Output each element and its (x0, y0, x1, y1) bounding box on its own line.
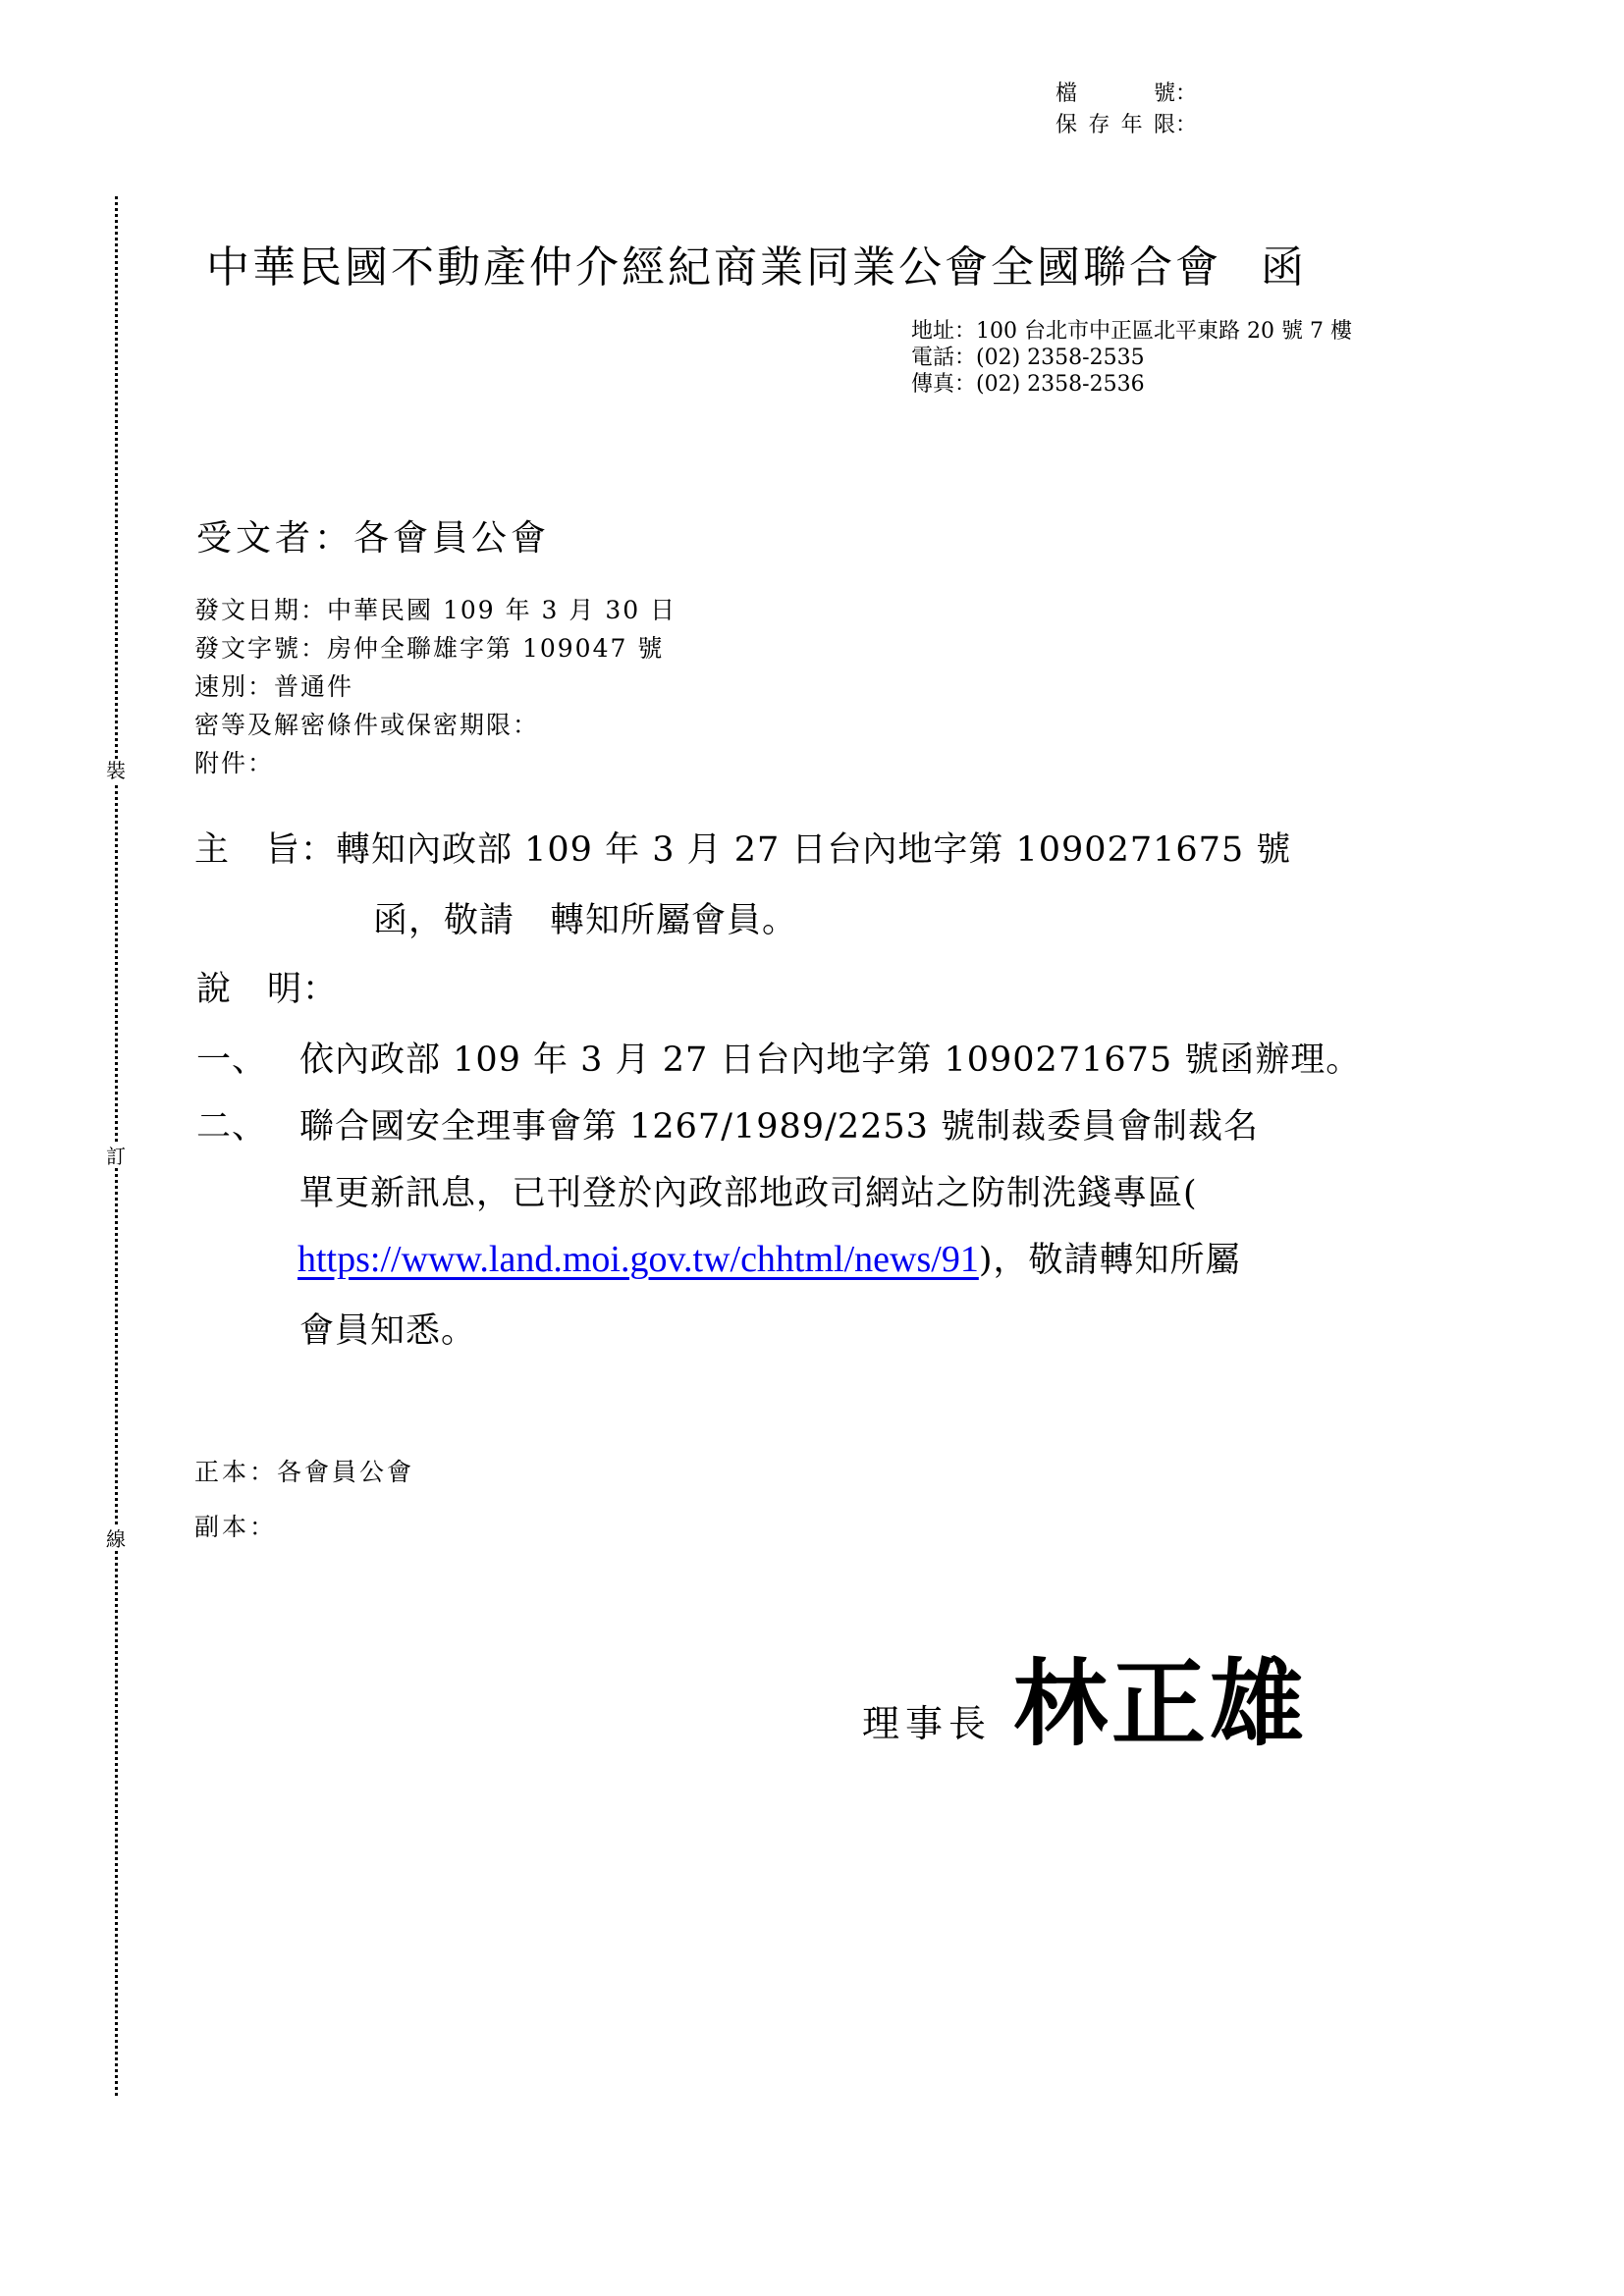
document-type: 函 (1261, 242, 1307, 293)
item-text: )，敬請轉知所屬 (978, 1241, 1241, 1280)
subject-label: 主 旨： (194, 830, 337, 870)
explanation-item-2-line-3 (298, 1233, 1240, 1282)
document-number: 發文字號：房仲全聯雄字第 109047 號 (194, 634, 665, 663)
file-number-label: 檔號 (1056, 81, 1175, 106)
fax: 傳真：(02) 2358-2536 (911, 372, 1145, 397)
contact-block (911, 318, 1352, 398)
explanation-item-2-line-2: 單更新訊息，已刊登於內政部地政司網站之防制洗錢專區( (299, 1174, 1198, 1213)
explanation-item-1 (196, 1033, 1361, 1082)
item-number: 一、 (196, 1041, 268, 1080)
document-meta (194, 591, 677, 782)
file-number-row: 檔號 ： (1056, 79, 1197, 110)
organization-name: 中華民國不動產仲介經紀商業同業公會全國聯合會 (206, 242, 1221, 293)
classification: 密等及解密條件或保密期限： (194, 711, 540, 739)
signature-block (862, 1629, 1308, 1764)
moi-aml-link[interactable]: https://www.land.moi.gov.tw/chhtml/news/91 (298, 1239, 979, 1280)
attachment: 附件： (194, 749, 275, 777)
retention-label: 保存年限 (1056, 113, 1175, 137)
address: 地址：100 台北市中正區北平東路 20 號 7 樓 (911, 319, 1352, 344)
original-recipients: 正本：各會員公會 (194, 1458, 415, 1486)
file-info (1056, 79, 1197, 141)
explanation-item-2-line-1 (196, 1099, 1259, 1148)
binding-label-zhuang: 裝 (102, 759, 130, 782)
binding-label-ding: 訂 (102, 1145, 130, 1168)
recipient-label: 受文者： (196, 518, 354, 559)
item-number: 二、 (196, 1107, 268, 1147)
delivery-speed: 速別：普通件 (194, 672, 354, 701)
explanation-label: 說 明： (196, 970, 339, 1009)
retention-row: 保存年限 ： (1056, 110, 1197, 141)
recipient-line (196, 510, 550, 561)
binding-label-xian: 線 (102, 1527, 130, 1551)
signatory-name-seal: 林正雄 (1013, 1649, 1309, 1759)
letterhead-title (206, 232, 1307, 294)
phone: 電話：(02) 2358-2535 (911, 346, 1145, 370)
item-text: 依內政部 109 年 3 月 27 日台內地字第 1090271675 號函辦理。 (299, 1041, 1362, 1080)
subject-line-1 (194, 823, 1291, 872)
subject-text-1: 轉知內政部 109 年 3 月 27 日台內地字第 1090271675 號 (336, 830, 1292, 870)
explanation-item-2-line-4: 會員知悉。 (299, 1311, 477, 1351)
subject-line-2: 函，敬請 轉知所屬會員。 (373, 901, 798, 940)
item-text: 聯合國安全理事會第 1267/1989/2253 號制裁委員會制裁名 (299, 1107, 1260, 1147)
recipient-value: 各會員公會 (353, 518, 551, 559)
copy-recipients: 副本： (194, 1513, 278, 1541)
distribution (194, 1445, 414, 1555)
signatory-title: 理事長 (862, 1702, 993, 1745)
issue-date: 發文日期：中華民國 109 年 3 月 30 日 (194, 596, 677, 624)
